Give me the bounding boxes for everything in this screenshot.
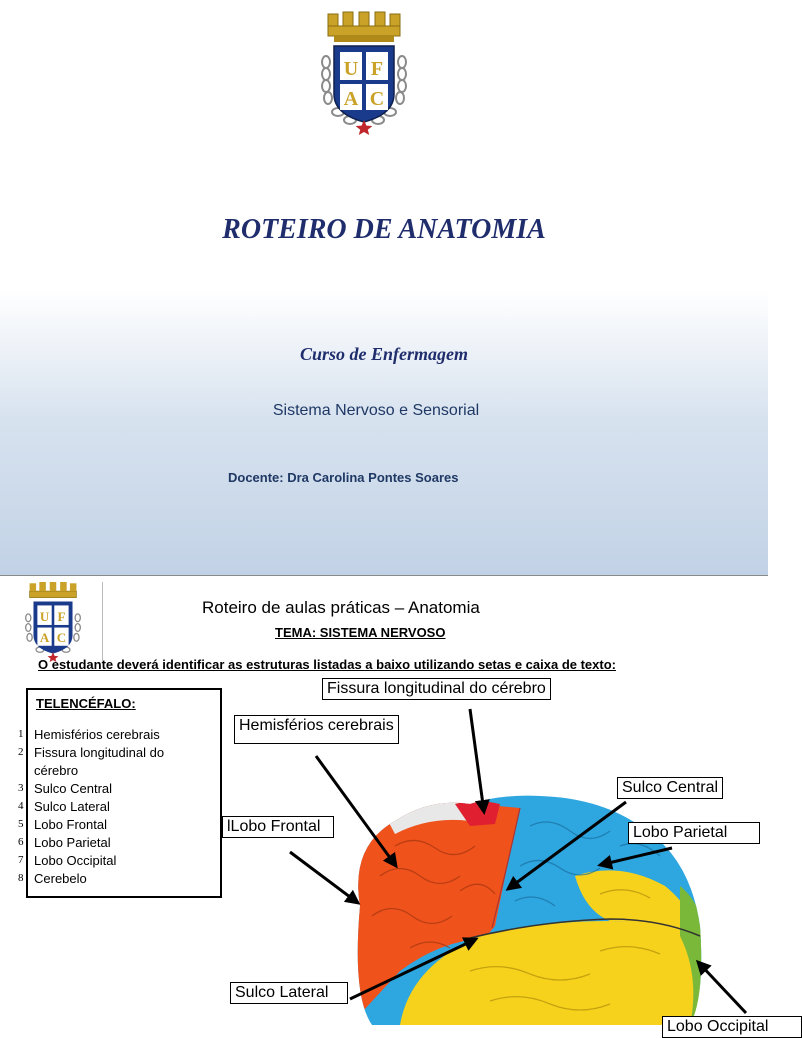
list-number: 3: [18, 782, 24, 794]
list-number: 6: [18, 836, 24, 848]
label-fissura-longitudinal: Fissura longitudinal do cérebro: [322, 678, 551, 700]
label-lobo-occipital: Lobo Occipital: [662, 1016, 802, 1038]
label-lobo-parietal: Lobo Parietal: [628, 822, 760, 844]
guide-theme: TEMA: SISTEMA NERVOSO: [275, 625, 446, 640]
label-lobo-frontal: lLobo Frontal: [222, 816, 334, 838]
list-item: Fissura longitudinal do: [34, 745, 165, 760]
ufac-crest-logo: [318, 12, 410, 138]
crest-letter-f-small: F: [57, 609, 66, 625]
list-number: 7: [18, 854, 24, 866]
arrow-hemisferios: [316, 756, 396, 866]
star-icon: [356, 120, 373, 135]
arrow-fissura: [470, 709, 484, 812]
list-item: cérebro: [34, 763, 79, 778]
label-hemisferios-cerebrais: Hemisférios cerebrais: [234, 715, 399, 744]
list-number: 2: [18, 746, 24, 758]
list-item: Sulco Lateral: [34, 799, 110, 814]
arrow-lobo-occipital: [698, 962, 746, 1013]
list-number: 1: [18, 728, 24, 740]
crest-letter-u: U: [343, 58, 359, 80]
course-name: Curso de Enfermagem: [299, 344, 468, 364]
label-sulco-lateral: Sulco Lateral: [230, 982, 348, 1004]
crest-letter-c: C: [369, 88, 385, 110]
guide-instruction: O estudante deverá identificar as estruturas listadas a baixo utilizando setas e caixa de texto:: [38, 657, 616, 672]
list-number: 5: [18, 818, 24, 830]
list-item: Lobo Occipital: [34, 853, 117, 868]
list-item: Cerebelo: [34, 871, 87, 886]
list-heading: [36, 696, 136, 711]
crest-letter-f: F: [370, 58, 384, 80]
list-heading-text: TELENCÉFALO: [36, 696, 132, 711]
teacher-name: Docente: Dra Carolina Pontes Soares: [228, 470, 459, 485]
list-item: Lobo Frontal: [34, 817, 107, 832]
list-item: Hemisférios cerebrais: [34, 727, 160, 742]
crest-letter-a: A: [343, 88, 359, 110]
arrow-lobo-frontal: [290, 852, 358, 903]
practical-guide-slide: [0, 575, 769, 1035]
cover-title: ROTEIRO DE ANATOMIA: [222, 214, 546, 245]
crest-letter-c-small: C: [56, 629, 67, 645]
list-heading-colon: :: [131, 696, 136, 711]
guide-title: Roteiro de aulas práticas – Anatomia: [202, 598, 480, 617]
list-item: Sulco Central: [34, 781, 113, 796]
crest-letter-u-small: U: [39, 609, 50, 625]
subject-name: Sistema Nervoso e Sensorial: [272, 402, 480, 419]
label-sulco-central: Sulco Central: [617, 777, 723, 799]
list-number: 4: [18, 800, 24, 812]
crest-letter-a-small: A: [39, 629, 50, 645]
list-item: Lobo Parietal: [34, 835, 111, 850]
list-number: 8: [18, 872, 24, 884]
crown-icon: [328, 12, 400, 42]
